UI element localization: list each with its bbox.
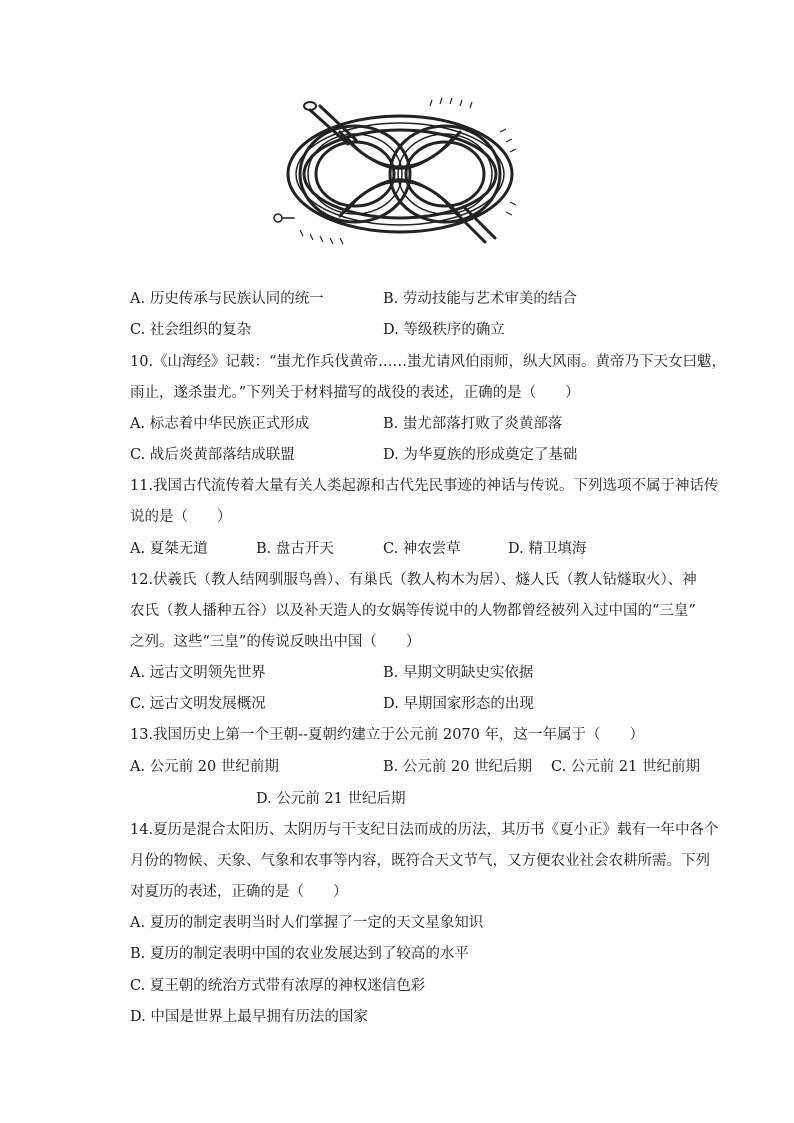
q11-option-d: D. 精卫填海 [508,541,587,557]
q11-stem-line-1: 11.我国古代流传着大量有关人类起源和古代先民事迹的神话与传说。下列选项不属于神话传 [130,478,719,494]
q13-option-b: B. 公元前 20 世纪后期 [383,759,533,775]
q11-option-a: A. 夏桀无道 [130,541,208,557]
q11-stem-line-2: 说的是（ ） [130,509,232,525]
q13-option-a: A. 公元前 20 世纪前期 [130,759,279,775]
q9-option-a: A. 历史传承与民族认同的统一 [130,291,324,307]
q10-option-b: B. 蚩尤部落打败了炎黄部落 [383,416,563,432]
q9-option-d: D. 等级秩序的确立 [383,322,505,338]
q11-option-b: B. 盘古开天 [256,541,334,557]
q10-option-a: A. 标志着中华民族正式形成 [130,416,310,432]
q12-stem-line-2: 农氏（教人播种五谷）以及补天造人的女娲等传说中的人物都曾经被列入过中国的“三皇” [130,603,696,619]
q14-stem-line-3: 对夏历的表述，正确的是（ ） [130,884,348,900]
q13-option-c: C. 公元前 21 世纪前期 [551,759,700,775]
q14-stem-line-1: 14.夏历是混合太阳历、太阴历与干支纪日法而成的历法，其历书《夏小正》载有一年中各个 [130,822,719,838]
chinese-knot-illustration [270,92,525,252]
q12-option-c: C. 远古文明发展概况 [130,696,266,712]
q12-stem-line-1: 12.伏羲氏（教人结网驯服鸟兽）、有巢氏（教人构木为居）、燧人氏（教人钻燧取火）、神 [130,572,697,588]
q10-option-d: D. 为华夏族的形成奠定了基础 [383,447,578,463]
q14-stem-line-2: 月份的物候、天象、气象和农事等内容，既符合天文节气，又方便农业社会农耕所需。下列 [130,853,710,869]
q10-option-c: C. 战后炎黄部落结成联盟 [130,447,295,463]
q13-stem-line-1: 13.我国历史上第一个王朝--夏朝约建立于公元前 2070 年，这一年属于（ ） [130,727,644,743]
q10-stem-line-2: 雨止，遂杀蚩尤。”下列关于材料描写的战役的表述，正确的是（ ） [130,385,580,401]
q11-option-c: C. 神农尝草 [383,541,461,557]
q14-option-a: A. 夏历的制定表明当时人们掌握了一定的天文星象知识 [130,915,484,931]
q12-option-d: D. 早期国家形态的出现 [383,696,534,712]
q14-option-b: B. 夏历的制定表明中国的农业发展达到了较高的水平 [130,946,469,962]
q9-option-b: B. 劳动技能与艺术审美的结合 [383,291,577,307]
q13-option-d: D. 公元前 21 世纪后期 [256,791,406,807]
q12-stem-line-3: 之列。这些“三皇”的传说反映出中国（ ） [130,634,421,650]
q12-option-b: B. 早期文明缺史实依据 [383,665,534,681]
q10-stem-line-1: 10.《山海经》记载：“蚩尤作兵伐黄帝……蚩尤请风伯雨师，纵大风雨。黄帝乃下天女曰魃， [130,354,726,370]
q12-option-a: A. 远古文明领先世界 [130,665,266,681]
q14-option-d: D. 中国是世界上最早拥有历法的国家 [130,1009,368,1025]
q9-option-c: C. 社会组织的复杂 [130,322,252,338]
q14-option-c: C. 夏王朝的统治方式带有浓厚的神权迷信色彩 [130,978,426,994]
